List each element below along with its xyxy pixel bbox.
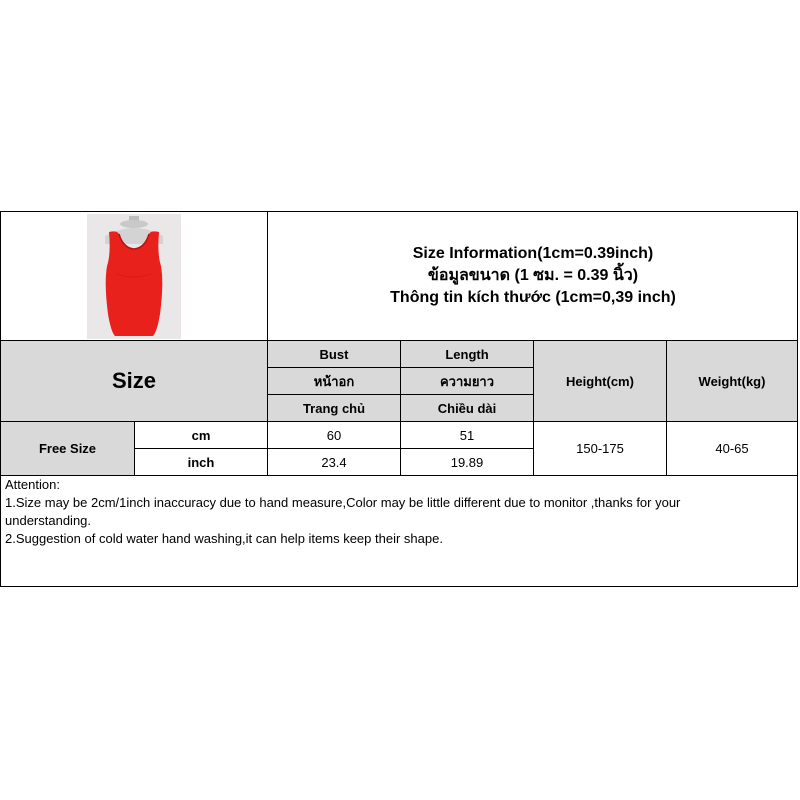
attention-notes: [5, 476, 790, 548]
title-line-vietnamese: Thông tin kích thước (1cm=0,39 inch): [390, 289, 676, 306]
length-cm-value: 51: [459, 427, 475, 443]
bust-header-en: Bust: [268, 341, 400, 367]
attention-note-1-continued: understanding.: [5, 513, 92, 528]
length-header-th: ความยาว: [401, 368, 533, 394]
bust-inch-value: 23.4: [321, 454, 347, 470]
height-value: 150-175: [576, 441, 624, 456]
attention-title: Attention:: [5, 477, 60, 492]
size-chart: [0, 211, 798, 587]
red-tank-top-on-mannequin-icon: [87, 214, 181, 339]
weight-value: 40-65: [715, 441, 749, 456]
length-inch-value: 19.89: [450, 454, 484, 470]
title-line-english: Size Information(1cm=0.39inch): [412, 245, 654, 262]
unit-cm: cm: [191, 427, 211, 443]
title-line-thai: ข้อมูลขนาด (1 ซม. = 0.39 นิ้ว): [427, 267, 639, 284]
length-header-vi: Chiều dài: [401, 395, 533, 421]
bust-cm-value: 60: [326, 427, 342, 443]
bust-header-vi: Trang chủ: [268, 395, 400, 421]
product-photo: [87, 214, 181, 339]
length-header-en: Length: [401, 341, 533, 367]
bust-header-th: หน้าอก: [268, 368, 400, 394]
attention-note-2: 2.Suggestion of cold water hand washing,it can help items keep their shape.: [5, 531, 443, 546]
weight-header: Weight(kg): [667, 341, 797, 421]
size-information-title: [269, 212, 797, 340]
height-header: Height(cm): [534, 341, 666, 421]
unit-inch: inch: [187, 454, 215, 470]
size-header: Size: [1, 341, 267, 421]
free-size-label: Free Size: [1, 422, 134, 475]
attention-note-1: 1.Size may be 2cm/1inch inaccuracy due to hand measure,Color may be little different due to monitor ,thanks for your: [5, 495, 681, 510]
